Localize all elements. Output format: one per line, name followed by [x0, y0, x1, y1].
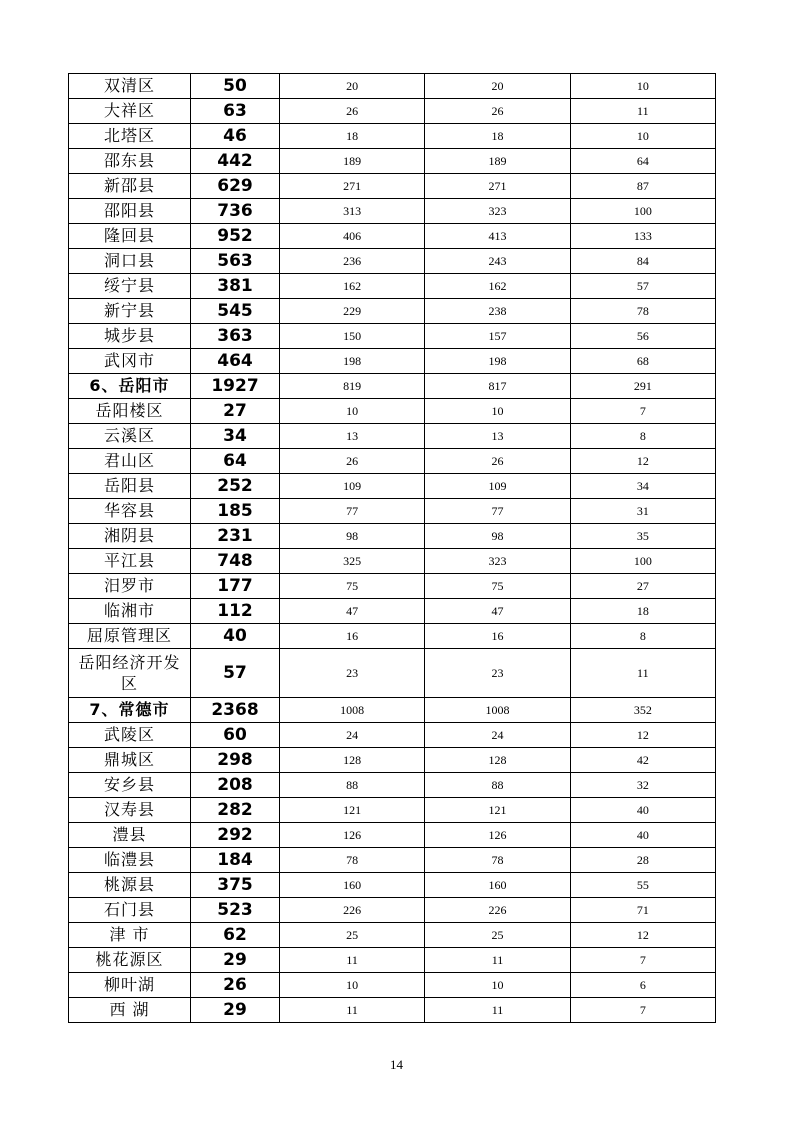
value-cell-1: 23 [280, 649, 425, 698]
value-cell-1: 109 [280, 474, 425, 499]
table-row [69, 998, 716, 1023]
total-cell: 292 [191, 823, 280, 848]
total-cell: 62 [191, 923, 280, 948]
table-row [69, 249, 716, 274]
table-row [69, 174, 716, 199]
table-row [69, 973, 716, 998]
value-cell-1: 16 [280, 624, 425, 649]
value-cell-1: 271 [280, 174, 425, 199]
value-cell-2: 23 [425, 649, 570, 698]
value-cell-2: 75 [425, 574, 570, 599]
region-name: 屈原管理区 [86, 626, 172, 645]
value-cell-3: 10 [570, 74, 715, 99]
value-cell-1: 198 [280, 349, 425, 374]
value-cell-3: 35 [570, 524, 715, 549]
region-name-cell [69, 399, 191, 424]
total-cell: 29 [191, 998, 280, 1023]
region-name: 双清区 [103, 76, 155, 95]
total-cell: 27 [191, 399, 280, 424]
region-name: 洞口县 [103, 251, 155, 270]
total-cell: 381 [191, 274, 280, 299]
value-cell-1: 24 [280, 723, 425, 748]
total-cell: 375 [191, 873, 280, 898]
table-row [69, 399, 716, 424]
value-cell-2: 26 [425, 99, 570, 124]
region-name: 平江县 [103, 551, 155, 570]
value-cell-1: 20 [280, 74, 425, 99]
value-cell-2: 25 [425, 923, 570, 948]
value-cell-3: 133 [570, 224, 715, 249]
value-cell-2: 226 [425, 898, 570, 923]
value-cell-3: 64 [570, 149, 715, 174]
value-cell-3: 55 [570, 873, 715, 898]
region-name: 新邵县 [103, 176, 155, 195]
value-cell-3: 32 [570, 773, 715, 798]
region-name-cell [69, 798, 191, 823]
region-name-cell [69, 224, 191, 249]
table-row [69, 524, 716, 549]
region-name-cell [69, 524, 191, 549]
region-name-cell [69, 599, 191, 624]
value-cell-3: 10 [570, 124, 715, 149]
value-cell-3: 40 [570, 823, 715, 848]
value-cell-1: 121 [280, 798, 425, 823]
value-cell-2: 109 [425, 474, 570, 499]
total-cell: 26 [191, 973, 280, 998]
table-row [69, 823, 716, 848]
value-cell-3: 84 [570, 249, 715, 274]
region-name-cell [69, 474, 191, 499]
total-cell: 442 [191, 149, 280, 174]
total-cell: 1927 [191, 374, 280, 399]
region-name-continued: 区 [120, 674, 138, 693]
total-cell: 298 [191, 748, 280, 773]
region-name-cell [69, 649, 191, 698]
value-cell-3: 8 [570, 624, 715, 649]
table-row [69, 499, 716, 524]
value-cell-2: 88 [425, 773, 570, 798]
region-name: 岳阳经济开发 [78, 653, 181, 672]
region-name: 邵东县 [103, 151, 155, 170]
value-cell-2: 98 [425, 524, 570, 549]
value-cell-1: 236 [280, 249, 425, 274]
value-cell-3: 31 [570, 499, 715, 524]
table-row [69, 274, 716, 299]
value-cell-1: 313 [280, 199, 425, 224]
city-row [69, 374, 716, 399]
table-row [69, 948, 716, 973]
value-cell-2: 160 [425, 873, 570, 898]
region-name: 云溪区 [103, 426, 155, 445]
region-name-cell [69, 998, 191, 1023]
value-cell-1: 26 [280, 99, 425, 124]
region-name: 武陵区 [103, 725, 155, 744]
value-cell-1: 10 [280, 399, 425, 424]
region-name: 汨罗市 [103, 576, 155, 595]
region-name-cell [69, 624, 191, 649]
total-cell: 46 [191, 124, 280, 149]
total-cell: 34 [191, 424, 280, 449]
total-cell: 464 [191, 349, 280, 374]
value-cell-1: 126 [280, 823, 425, 848]
total-cell: 60 [191, 723, 280, 748]
city-row [69, 698, 716, 723]
region-name: 君山区 [103, 451, 155, 470]
total-cell: 29 [191, 948, 280, 973]
region-name-cell [69, 424, 191, 449]
value-cell-3: 12 [570, 449, 715, 474]
region-name: 汉寿县 [103, 800, 155, 819]
value-cell-2: 11 [425, 948, 570, 973]
value-cell-3: 56 [570, 324, 715, 349]
value-cell-2: 20 [425, 74, 570, 99]
table-row [69, 424, 716, 449]
region-name: 武冈市 [103, 351, 155, 370]
value-cell-2: 128 [425, 748, 570, 773]
value-cell-3: 87 [570, 174, 715, 199]
table-row [69, 723, 716, 748]
table-row [69, 474, 716, 499]
value-cell-3: 42 [570, 748, 715, 773]
total-cell: 252 [191, 474, 280, 499]
total-cell: 57 [191, 649, 280, 698]
value-cell-2: 126 [425, 823, 570, 848]
value-cell-2: 157 [425, 324, 570, 349]
total-cell: 748 [191, 549, 280, 574]
table-row [69, 74, 716, 99]
table-row [69, 599, 716, 624]
value-cell-1: 98 [280, 524, 425, 549]
region-name: 湘阴县 [103, 526, 155, 545]
value-cell-2: 77 [425, 499, 570, 524]
total-cell: 282 [191, 798, 280, 823]
value-cell-1: 325 [280, 549, 425, 574]
value-cell-1: 13 [280, 424, 425, 449]
value-cell-2: 121 [425, 798, 570, 823]
value-cell-2: 47 [425, 599, 570, 624]
total-cell: 40 [191, 624, 280, 649]
region-name: 城步县 [103, 326, 155, 345]
value-cell-2: 10 [425, 973, 570, 998]
value-cell-2: 11 [425, 998, 570, 1023]
value-cell-3: 6 [570, 973, 715, 998]
region-name: 6、岳阳市 [89, 376, 170, 395]
value-cell-1: 819 [280, 374, 425, 399]
value-cell-2: 1008 [425, 698, 570, 723]
table-row [69, 923, 716, 948]
value-cell-2: 198 [425, 349, 570, 374]
value-cell-1: 189 [280, 149, 425, 174]
table-row [69, 848, 716, 873]
value-cell-2: 18 [425, 124, 570, 149]
region-name-cell [69, 574, 191, 599]
region-name-cell [69, 773, 191, 798]
region-name: 绥宁县 [103, 276, 155, 295]
value-cell-3: 7 [570, 948, 715, 973]
page-number: 14 [390, 1057, 403, 1072]
total-cell: 2368 [191, 698, 280, 723]
table-row [69, 798, 716, 823]
value-cell-3: 352 [570, 698, 715, 723]
table-row [69, 873, 716, 898]
total-cell: 523 [191, 898, 280, 923]
region-name-cell [69, 349, 191, 374]
allocation-table [68, 73, 716, 1023]
region-name-cell [69, 923, 191, 948]
value-cell-1: 78 [280, 848, 425, 873]
value-cell-1: 75 [280, 574, 425, 599]
value-cell-3: 11 [570, 99, 715, 124]
value-cell-2: 24 [425, 723, 570, 748]
total-cell: 63 [191, 99, 280, 124]
region-name: 临澧县 [103, 850, 155, 869]
table-row [69, 199, 716, 224]
region-name-cell [69, 748, 191, 773]
region-name: 隆回县 [103, 226, 155, 245]
value-cell-3: 78 [570, 299, 715, 324]
region-name-cell [69, 698, 191, 723]
region-name: 大祥区 [103, 101, 155, 120]
value-cell-3: 7 [570, 998, 715, 1023]
value-cell-3: 68 [570, 349, 715, 374]
region-name: 桃花源区 [95, 950, 164, 969]
region-name-cell [69, 873, 191, 898]
value-cell-3: 11 [570, 649, 715, 698]
table-row [69, 748, 716, 773]
total-cell: 184 [191, 848, 280, 873]
region-name: 临湘市 [103, 601, 155, 620]
value-cell-3: 57 [570, 274, 715, 299]
region-name-cell [69, 199, 191, 224]
value-cell-1: 162 [280, 274, 425, 299]
region-name: 安乡县 [103, 775, 155, 794]
total-cell: 208 [191, 773, 280, 798]
region-name-cell [69, 249, 191, 274]
total-cell: 629 [191, 174, 280, 199]
region-name: 7、常德市 [89, 700, 170, 719]
value-cell-3: 34 [570, 474, 715, 499]
table-row [69, 649, 716, 698]
region-name-cell [69, 374, 191, 399]
value-cell-1: 18 [280, 124, 425, 149]
table-row [69, 149, 716, 174]
region-name: 华容县 [103, 501, 155, 520]
table-body [69, 74, 716, 1023]
region-name: 澧县 [112, 825, 147, 844]
value-cell-1: 150 [280, 324, 425, 349]
total-cell: 545 [191, 299, 280, 324]
value-cell-3: 27 [570, 574, 715, 599]
value-cell-3: 7 [570, 399, 715, 424]
value-cell-3: 12 [570, 723, 715, 748]
value-cell-1: 160 [280, 873, 425, 898]
value-cell-1: 10 [280, 973, 425, 998]
total-cell: 64 [191, 449, 280, 474]
value-cell-3: 100 [570, 199, 715, 224]
value-cell-1: 26 [280, 449, 425, 474]
value-cell-1: 229 [280, 299, 425, 324]
value-cell-2: 323 [425, 549, 570, 574]
region-name-cell [69, 823, 191, 848]
value-cell-2: 189 [425, 149, 570, 174]
region-name: 石门县 [103, 900, 155, 919]
total-cell: 736 [191, 199, 280, 224]
value-cell-2: 817 [425, 374, 570, 399]
region-name-cell [69, 149, 191, 174]
region-name-cell [69, 324, 191, 349]
value-cell-1: 88 [280, 773, 425, 798]
region-name-cell [69, 174, 191, 199]
table-row [69, 324, 716, 349]
region-name: 岳阳楼区 [95, 401, 164, 420]
total-cell: 952 [191, 224, 280, 249]
value-cell-3: 71 [570, 898, 715, 923]
table-row [69, 898, 716, 923]
table-row [69, 773, 716, 798]
value-cell-1: 226 [280, 898, 425, 923]
table-row [69, 549, 716, 574]
total-cell: 50 [191, 74, 280, 99]
region-name-cell [69, 124, 191, 149]
value-cell-2: 13 [425, 424, 570, 449]
table-row [69, 624, 716, 649]
value-cell-1: 77 [280, 499, 425, 524]
table-row [69, 99, 716, 124]
total-cell: 112 [191, 599, 280, 624]
table-row [69, 349, 716, 374]
value-cell-1: 1008 [280, 698, 425, 723]
region-name-cell [69, 74, 191, 99]
total-cell: 185 [191, 499, 280, 524]
table-row [69, 299, 716, 324]
value-cell-2: 323 [425, 199, 570, 224]
region-name-cell [69, 848, 191, 873]
total-cell: 177 [191, 574, 280, 599]
region-name-cell [69, 99, 191, 124]
region-name-cell [69, 948, 191, 973]
total-cell: 363 [191, 324, 280, 349]
value-cell-3: 12 [570, 923, 715, 948]
value-cell-2: 26 [425, 449, 570, 474]
region-name-cell [69, 499, 191, 524]
value-cell-3: 291 [570, 374, 715, 399]
region-name: 岳阳县 [103, 476, 155, 495]
region-name: 鼎城区 [103, 750, 155, 769]
value-cell-2: 162 [425, 274, 570, 299]
value-cell-2: 78 [425, 848, 570, 873]
region-name: 津 市 [109, 925, 150, 944]
region-name: 桃源县 [103, 875, 155, 894]
value-cell-1: 406 [280, 224, 425, 249]
region-name: 柳叶湖 [103, 975, 155, 994]
value-cell-1: 25 [280, 923, 425, 948]
table-row [69, 224, 716, 249]
total-cell: 563 [191, 249, 280, 274]
value-cell-1: 11 [280, 998, 425, 1023]
region-name-cell [69, 973, 191, 998]
value-cell-3: 18 [570, 599, 715, 624]
value-cell-3: 8 [570, 424, 715, 449]
value-cell-3: 100 [570, 549, 715, 574]
region-name-cell [69, 274, 191, 299]
region-name: 北塔区 [103, 126, 155, 145]
region-name-cell [69, 449, 191, 474]
value-cell-1: 47 [280, 599, 425, 624]
region-name: 新宁县 [103, 301, 155, 320]
value-cell-1: 128 [280, 748, 425, 773]
value-cell-2: 413 [425, 224, 570, 249]
value-cell-1: 11 [280, 948, 425, 973]
total-cell: 231 [191, 524, 280, 549]
value-cell-2: 238 [425, 299, 570, 324]
value-cell-2: 10 [425, 399, 570, 424]
value-cell-3: 40 [570, 798, 715, 823]
value-cell-2: 16 [425, 624, 570, 649]
table-row [69, 449, 716, 474]
region-name: 西 湖 [109, 1000, 150, 1019]
table-row [69, 574, 716, 599]
value-cell-2: 271 [425, 174, 570, 199]
region-name-cell [69, 898, 191, 923]
region-name-cell [69, 549, 191, 574]
region-name-cell [69, 723, 191, 748]
region-name-cell [69, 299, 191, 324]
table-row [69, 124, 716, 149]
value-cell-3: 28 [570, 848, 715, 873]
region-name: 邵阳县 [103, 201, 155, 220]
value-cell-2: 243 [425, 249, 570, 274]
